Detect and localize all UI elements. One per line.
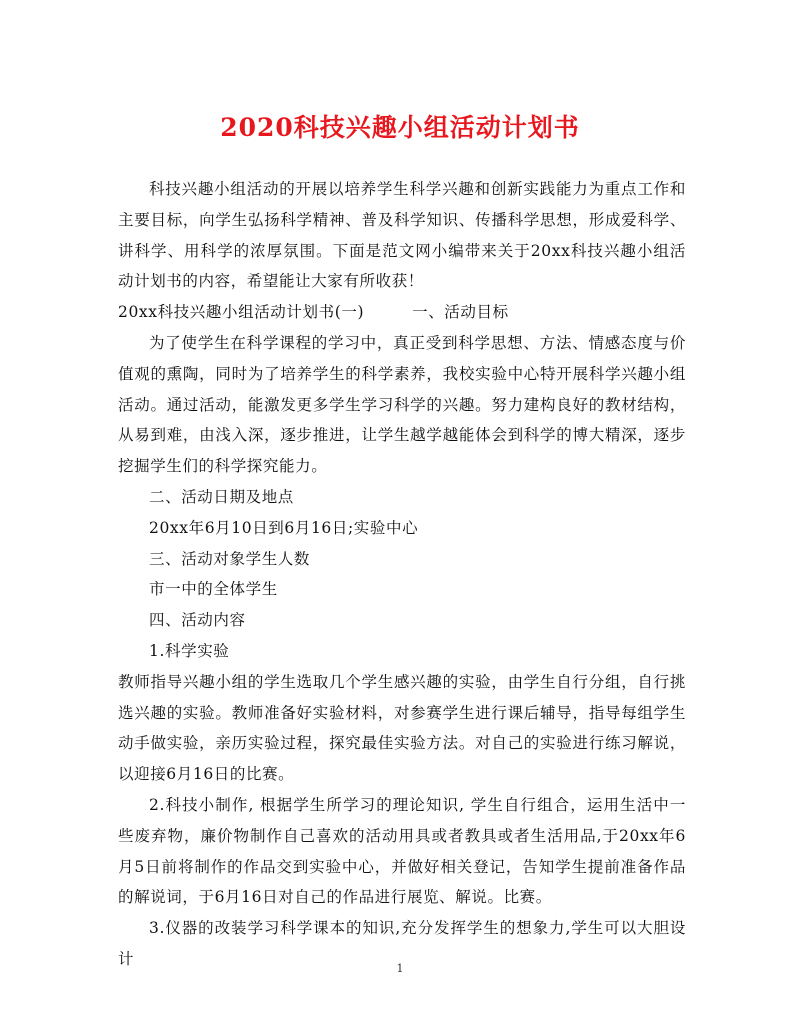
- handmade-paragraph: 2.科技小制作, 根据学生所学习的理论知识, 学生自行组合，运用生活中一些废弃物，廉价物制作自己喜欢的活动用具或者教具或者生活用品,于20xx年6月5日前将制作的作品交到实验中心，并做好相关登记，告知学生提前准备作品的解说词，于6月16日对自己的作品进行展览、解说。比赛。: [118, 795, 686, 907]
- experiment-paragraph: 教师指导兴趣小组的学生选取几个学生感兴趣的实验，由学生自行分组，自行挑选兴趣的实验。教师准备好实验材料，对参赛学生进行课后辅导，指导每组学生动手做实验，亲历实验过程，探究最佳实验方法。对自己的实验进行练习解说，以迎接6月16日的比赛。: [118, 672, 686, 784]
- item-heading-experiment: 1.科学实验: [149, 641, 230, 660]
- page-number: 1: [396, 962, 404, 975]
- plan-subtitle-line: [118, 297, 686, 328]
- document-title: 2020科技兴趣小组活动计划书: [220, 113, 580, 142]
- document-body: [118, 174, 686, 975]
- plan-subtitle: 20xx科技兴趣小组活动计划书(一): [118, 303, 365, 322]
- section-heading-date-place: 二、活动日期及地点: [149, 487, 294, 506]
- goals-paragraph: 为了使学生在科学课程的学习中，真正受到科学思想、方法、情感态度与价值观的熏陶，同时为了培养学生的科学素养，我校实验中心特开展科学兴趣小组活动。通过活动，能激发更多学生学习科学的兴趣。努力建构良好的教材结构，从易到难，由浅入深，逐步推进，让学生越学越能体会到科学的博大精深，逐步挖掘学生们的科学探究能力。: [118, 333, 686, 476]
- section-heading-participants: 三、活动对象学生人数: [149, 549, 311, 568]
- date-place-text: 20xx年6月10日到6月16日;实验中心: [149, 518, 419, 537]
- section-heading-goals: 一、活动目标: [412, 303, 509, 322]
- intro-paragraph: 科技兴趣小组活动的开展以培养学生科学兴趣和创新实践能力为重点工作和主要目标，向学生弘扬科学精神、普及科学知识、传播科学思想，形成爱科学、讲科学、用科学的浓厚氛围。下面是范文网小编带来关于20xx科技兴趣小组活动计划书的内容，希望能让大家有所收获！: [118, 180, 686, 291]
- instrument-paragraph: 3.仪器的改装学习科学课本的知识,充分发挥学生的想象力,学生可以大胆设计: [118, 919, 686, 968]
- section-heading-content: 四、活动内容: [149, 611, 246, 630]
- participants-text: 市一中的全体学生: [149, 580, 278, 599]
